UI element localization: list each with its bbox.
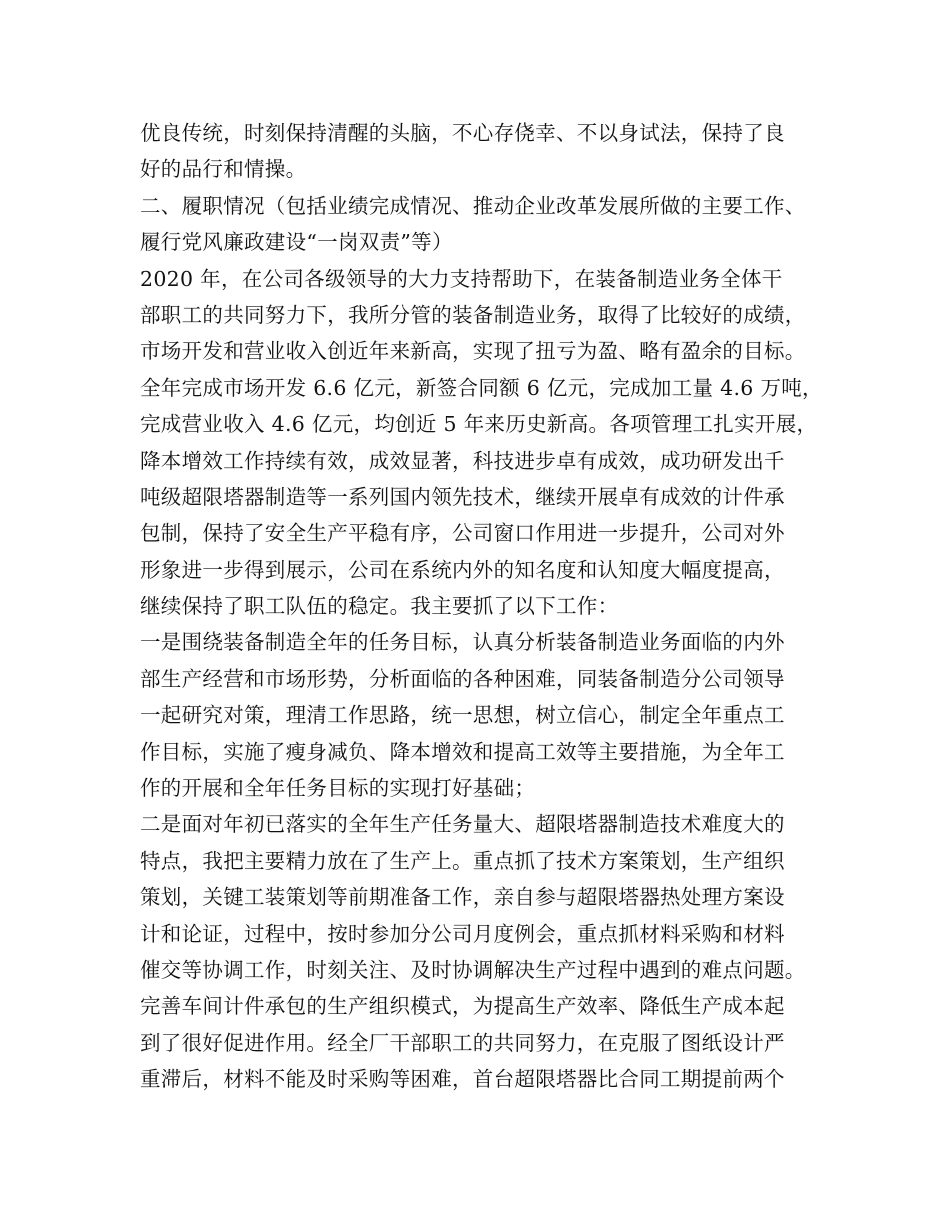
text-line: 形象进一步得到展示，公司在系统内外的知名度和认知度大幅度提高， [140,557,785,582]
text-line: 催交等协调工作，时刻关注、及时协调解决生产过程中遇到的难点问题。 [140,957,806,982]
text-line: 好的品行和情操。 [140,157,307,182]
text-line: 部职工的共同努力下，我所分管的装备制造业务，取得了比较好的成绩， [140,302,806,327]
text-line: 重滞后，材料不能及时采购等困难，首台超限塔器比合同工期提前两个 [140,1067,785,1092]
text-line: 作的开展和全年任务目标的实现打好基础； [140,776,536,801]
text-line: 继续保持了职工队伍的稳定。我主要抓了以下工作： [140,594,619,619]
text-line: 策划，关键工装策划等前期准备工作，亲自参与超限塔器热处理方案设 [140,885,785,910]
text-line: 二是面对年初已落实的全年生产任务量大、超限塔器制造技术难度大的 [140,812,785,837]
text-line: 完善车间计件承包的生产组织模式，为提高生产效率、降低生产成本起 [140,994,785,1019]
text-line: 一起研究对策，理清工作思路，统一思想，树立信心，制定全年重点工 [140,703,785,728]
text-line: 优良传统，时刻保持清醒的头脑，不心存侥幸、不以身试法，保持了良 [140,121,785,145]
text-line: 降本增效工作持续有效，成效显著，科技进步卓有成效，成功研发出千 [140,448,785,473]
text-line: 部生产经营和市场形势，分析面临的各种困难，同装备制造分公司领导 [140,666,785,691]
text-line: 到了很好促进作用。经全厂干部职工的共同努力，在克服了图纸设计严 [140,1030,785,1055]
text-line: 作目标，实施了瘦身减负、降本增效和提高工效等主要措施，为全年工 [140,739,785,764]
text-line: 吨级超限塔器制造等一系列国内领先技术，继续开展卓有成效的计件承 [140,484,785,509]
text-line: 全年完成市场开发 6.6 亿元，新签合同额 6 亿元，完成加工量 4.6 万吨， [140,375,823,400]
text-line: 一是围绕装备制造全年的任务目标，认真分析装备制造业务面临的内外 [140,630,785,655]
text-line: 市场开发和营业收入创近年来新高，实现了扭亏为盈、略有盈余的目标。 [140,339,806,364]
document-body [140,115,830,1098]
text-line: 计和论证，过程中，按时参加分公司月度例会，重点抓材料采购和材料 [140,921,785,946]
text-line: 完成营业收入 4.6 亿元，均创近 5 年来历史新高。各项管理工扎实开展， [140,412,818,437]
text-line: 2020 年，在公司各级领导的大力支持帮助下，在装备制造业务全体干 [140,266,783,291]
section-heading-line: 履行党风廉政建设“一岗双责”等） [140,230,453,255]
section-heading-line: 二、履职情况（包括业绩完成情况、推动企业改革发展所做的主要工作、 [140,193,806,218]
text-line: 特点，我把主要精力放在了生产上。重点抓了技术方案策划，生产组织 [140,848,785,873]
text-line: 包制，保持了安全生产平稳有序，公司窗口作用进一步提升，公司对外 [140,521,785,546]
